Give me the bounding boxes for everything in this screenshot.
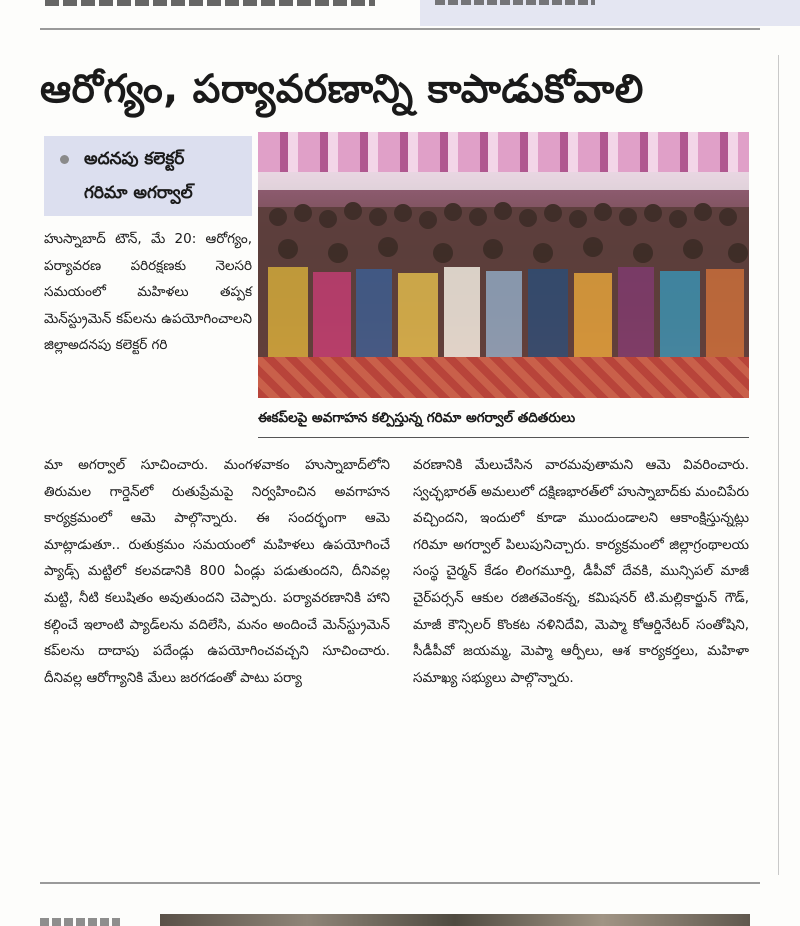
article-text-left-bottom: మా అగర్వాల్ సూచించారు. మంగళవాకం హుస్నాబాద్‌లోని తిరుమల గార్డెన్‌లో రుతుప్రేమపై నిర్వహించిన అవగాహన కార్యక్రమంలో ఆమె పాల్గొన్నారు. ఈ సందర్భంగా ఆమె మాట్లాడుతూ.. రుతుక్రమం సమయంలో మహిళలు ఉపయోగించే ప్యాడ్స్ మట్టిలో కలవడానికి 800 ఏండ్లు పడుతుందని, దీనివల్ల మట్టి, నీటి కలుషితం అవుతుందని చెప్పారు. పర్యావరణానికి హాని కల్గించే ఇలాంటి ప్యాడ్‌లను వదిలేసి, మనం అందించే మెన్‌స్ట్రుమెన్ కప్‌లను దాదాపు పదేండ్లు ఉపయోగించవచ్చని సూచించారు. దీనివల్ల ఆరోగ్యానికి మేలు జరగడంతో పాటు పర్యా: [44, 457, 390, 686]
article-text-right: వరణానికి మేలుచేసిన వారమవుతామని ఆమె వివరించారు. స్వచ్ఛభారత్ అమలులో దక్షిణభారత్‌లో హుస్నాబాద్‌కు మంచిపేరు వచ్చిందని, ఇందులో కూడా ముందుండాలని ఆకాంక్షిస్తున్నట్లు గరిమా అగర్వాల్ పిలుపునిచ్చారు. కార్యక్రమంలో జిల్లాగ్రంథాలయ సంస్థ చైర్మన్ కేడం లింగమూర్తి, డీపీవో దేవకి, మున్సిపల్ మాజీ చైర్‌పర్సన్ ఆకుల రజితవెంకన్న, కమిషనర్ టి.మల్లికార్జున్ గౌడ్, మాజీ కౌన్సిలర్ కొంకట నళినిదేవి, మెప్మా కోఆర్డినేటర్ సంతోషిని, సీడీపీవో జయమ్మ, మెప్మా ఆర్పీలు, ఆశ కార్యకర్తలు, మహిళా సమాఖ్య సభ్యులు పాల్గొన్నారు.: [413, 457, 749, 686]
photo-caption: ఈకప్‌లపై అవగాహన కల్పిస్తున్న గరిమా అగర్వాల్ తదితరులు: [258, 410, 576, 426]
right-column-divider: [778, 55, 779, 875]
photo-carpet: [258, 357, 749, 398]
cropped-box-remnant: [420, 0, 800, 26]
caption-divider: [258, 437, 749, 438]
bullet-icon: [60, 155, 69, 164]
byline-box: [44, 136, 252, 216]
cropped-text-remnant: [45, 0, 375, 6]
article-text-left-top: హుస్నాబాద్ టౌన్, మే 20: ఆరోగ్యం, పర్యావరణ పరిరక్షణకు నెలసరి సమయంలో మహిళలు తప్పక మెన్‌స్ట్రుమెన్ కప్‌లను ఉపయోగించాలని జిల్లాఅదనపు కలెక్టర్ గరి: [44, 231, 252, 354]
cropped-photo-remnant: [160, 914, 750, 926]
top-cropped-strip: [0, 0, 800, 30]
article-photo: [258, 132, 749, 398]
photo-canopy: [258, 132, 749, 172]
bottom-divider: [40, 882, 760, 884]
byline-title: అదనపు కలెక్టర్: [84, 149, 185, 169]
byline-name: గరిమా అగర్వాల్: [84, 183, 193, 203]
bottom-cropped-strip: [40, 912, 760, 926]
top-divider: [40, 28, 760, 30]
photo-crowd: [258, 187, 749, 357]
article-headline: ఆరోగ్యం, పర్యావరణాన్ని కాపాడుకోవాలి: [40, 67, 644, 112]
cropped-text-remnant-bottom: [40, 918, 120, 926]
